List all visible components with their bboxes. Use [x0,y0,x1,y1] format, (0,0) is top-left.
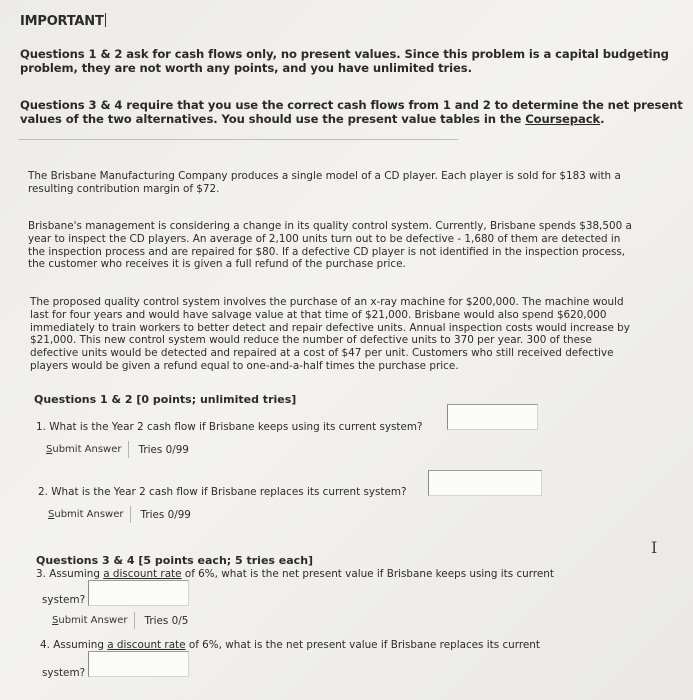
question-2-actions [44,506,191,523]
para3-line: players would be given a refund equal to one-and-a-half times the purchase price. [30,359,459,372]
question-3-text [36,568,554,580]
para3-line: defective units would be detected and repaired at a cost of $47 per unit. Customers who still received defective [30,347,614,360]
question-2-tries: Tries 0/99 [140,508,191,521]
question-1-answer-input[interactable] [447,404,538,430]
important-p1-line2: problem, they are not worth any points, and you have unlimited tries. [20,61,472,75]
question-1-text: 1. What is the Year 2 cash flow if Brisbane keeps using its current system? [36,421,423,433]
para3-line: immediately to train workers to better detect and repair defective units. Annual inspection costs would increase by [30,321,630,334]
section-2-heading: Questions 3 & 4 [5 points each; 5 tries each] [36,554,314,567]
question-3-tries: Tries 0/5 [144,614,189,627]
question-1-actions [42,441,189,458]
para3-line: $21,000. This new control system would reduce the number of defective units to 370 per year. 300 of these [30,334,592,347]
important-p2-line2 [20,112,685,126]
question-1-submit-button[interactable]: Submit Answer [42,441,129,458]
section-1-heading: Questions 1 & 2 [0 points; unlimited tries] [34,393,297,406]
important-p2-line1: Questions 3 & 4 require that you use the correct cash flows from 1 and 2 to determine the net present [20,98,683,112]
coursepack-link[interactable]: Coursepack [525,112,601,126]
question-3-answer-input[interactable] [88,580,189,606]
question-4-answer-input[interactable] [88,651,189,677]
question-1-tries: Tries 0/99 [138,443,189,456]
text-cursor-ibeam-icon: I [651,538,658,557]
question-4-prefix: 4. Assuming [40,639,108,651]
problem-paragraph-1 [28,170,678,196]
question-2-answer-input[interactable] [428,470,542,496]
question-4-discount-rate-link[interactable]: a discount rate [107,639,186,651]
question-4-suffix: of 6%, what is the net present value if Brisbane replaces its current [185,639,540,651]
para2-line: year to inspect the CD players. An average of 2,100 units turn out to be defective - 1,680 of them are detected in [28,232,621,245]
question-3-line2: system? [42,594,86,606]
para3-line: The proposed quality control system involves the purchase of an x-ray machine for $200,000. The machine would [30,296,624,308]
important-p2-line2-text: values of the two alternatives. You should use the present value tables in the [20,112,526,126]
problem-paragraph-2 [28,220,678,271]
question-2-text: 2. What is the Year 2 cash flow if Brisbane replaces its current system? [38,486,407,498]
question-3-discount-rate-link[interactable]: a discount rate [103,568,182,580]
para1-line: The Brisbane Manufacturing Company produces a single model of a CD player. Each player is sold for $183 with a [28,170,621,182]
para2-line: the customer who receives it is given a full refund of the purchase price. [28,258,406,271]
text-caret [105,13,106,27]
important-p2-end: . [600,112,605,126]
para1-line: resulting contribution margin of $72. [28,182,220,195]
question-3-submit-button[interactable]: Submit Answer [48,612,135,629]
important-heading [20,13,106,29]
para2-line: Brisbane's management is considering a change in its quality control system. Currently, Brisbane spends $38,500 a [28,220,632,232]
divider [18,139,458,140]
problem-paragraph-3 [30,296,680,373]
important-paragraph-2 [20,98,685,126]
question-3-prefix: 3. Assuming [36,568,104,580]
question-4-line2: system? [42,667,86,679]
question-3-actions [48,612,188,629]
para2-line: the inspection process and are repaired for $80. If a defective CD player is not identified in the inspection process, [28,245,626,258]
important-paragraph-1 [20,47,680,75]
important-p1-line1: Questions 1 & 2 ask for cash flows only, no present values. Since this problem is a capital budgeting [20,47,669,61]
para3-line: last for four years and would have salvage value at that time of $21,000. Brisbane would also spend $620,000 [30,308,607,321]
question-4-text [40,639,540,651]
important-title: IMPORTANT [20,14,104,29]
question-2-submit-button[interactable]: Submit Answer [44,506,131,523]
question-3-suffix: of 6%, what is the net present value if Brisbane keeps using its current [181,568,554,580]
